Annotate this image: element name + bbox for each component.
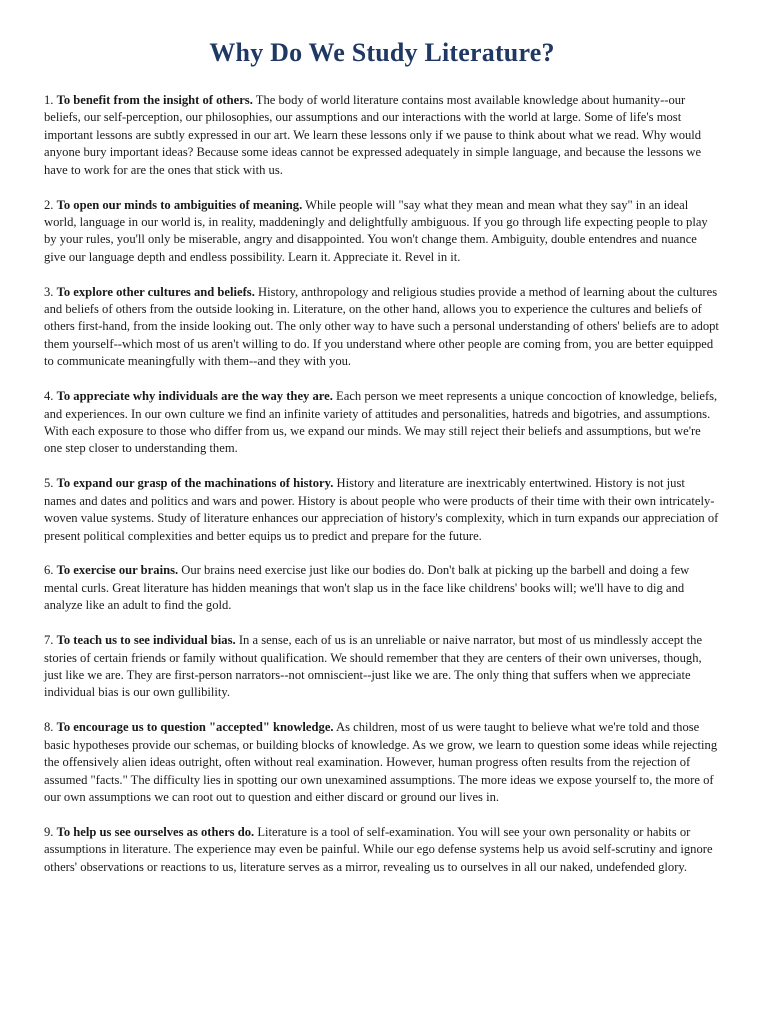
list-item xyxy=(44,388,720,458)
item-body: History and literature are inextricably entertwined. History is not just names and dates and politics and wars and power. History is about people who were products of their time with their own intricately-woven value systems. Study of literature enhances our appreciation of history's complexity, which in turn expands our appreciation of present political complexities and better equips us to predict and prepare for the future. xyxy=(44,476,719,543)
item-number: 1. xyxy=(44,93,54,107)
item-number: 4. xyxy=(44,389,54,404)
item-heading: To appreciate why individuals are the way they are. xyxy=(56,389,333,404)
list-item xyxy=(44,197,720,267)
item-body: While people will "say what they mean and mean what they say" in an ideal world, language in our world is, in reality, maddeningly and delightfully ambiguous. If you go through life expecting people to play by your rules, you'll only be miserable, angry and disappointed. You won't change them. Ambiguity, double entendres and nuance give our language depth and endless possibility. Learn it. Appreciate it. Revel in it. xyxy=(44,197,708,264)
list-item xyxy=(44,719,720,806)
document-page xyxy=(44,36,720,894)
item-heading: To encourage us to question "accepted" knowledge. xyxy=(56,720,334,735)
list-item xyxy=(44,284,720,371)
item-number: 6. xyxy=(44,563,54,578)
list-item xyxy=(44,632,720,702)
item-number: 2. xyxy=(44,197,54,212)
item-body: In a sense, each of us is an unreliable or naive narrator, but most of us mindlessly accept the stories of certain friends or family without qualification. We should remember that they are centers of their own universes, though, just like we are. They are first-person narrators--not omniscient--just like we are. The only thing that suffers when we appreciate individual bias is our own gullibility. xyxy=(44,633,703,700)
item-body: Our brains need exercise just like our bodies do. Don't balk at picking up the barbell and doing a few mental curls. Great literature has hidden meanings that won't slap us in the face like childrens' books will; we'll have to dig and analyze like an adult to find the gold. xyxy=(44,563,690,613)
list-item xyxy=(44,92,720,179)
item-number: 7. xyxy=(44,633,54,648)
item-heading: To expand our grasp of the machinations of history. xyxy=(56,476,334,491)
item-heading: To benefit from the insight of others. xyxy=(56,93,253,107)
item-body: Literature is a tool of self-examination. You will see your own personality or habits or assumptions in literature. The experience may even be painful. While our ego defense systems help us avoid self-scrutiny and ignore others' observations or reactions to us, literature serves as a mirror, revealing us to ourselves in all our naked, undefended glory. xyxy=(44,824,713,874)
list-item xyxy=(44,562,720,614)
item-body: History, anthropology and religious studies provide a method of learning about the cultures and beliefs of others from the outside looking in. Literature, on the other hand, allows you to experience the cultures and beliefs of others first-hand, from the inside looking out. The only other way to have such a personal understanding of others' beliefs are to adopt them yourself--which most of us aren't willing to do. If you understand where other people are coming from, you are better equipped to communicate meaningfully with them--and they with you. xyxy=(44,284,719,369)
item-body: Each person we meet represents a unique concoction of knowledge, beliefs, and experiences. In our own culture we find an infinite variety of attitudes and personalities, hatreds and bigotries, and assumptions. With each exposure to those who differ from us, we expand our minds. We may still reject their beliefs and assumptions, but we're one step closer to understanding them. xyxy=(44,389,718,456)
item-number: 3. xyxy=(44,284,54,299)
list-item xyxy=(44,475,720,545)
item-body: As children, most of us were taught to believe what we're told and those basic hypotheses provide our schemas, or building blocks of knowledge. As we grow, we learn to question some ideas while rejecting the offensively alien ideas outright, often without real examination. However, human progress often results from the rejection of assumed "facts." The difficulty lies in spotting our own unexamined assumptions. The more ideas we expose yourself to, the more of our own assumptions we can root out to question and either discard or ground our lives in. xyxy=(44,720,718,804)
item-body: The body of world literature contains most available knowledge about humanity--our beliefs, our self-perception, our philosophies, our assumptions and our interactions with the world at large. Some of life's most important lessons are subtly expressed in our art. We learn these lessons only if we pause to think about what we read. Why would anyone bury important ideas? Because some ideas cannot be expressed adequately in simple language, and because the lessons we have to work for are the ones that stick with us. xyxy=(44,93,702,177)
list-item xyxy=(44,824,720,876)
item-number: 9. xyxy=(44,824,54,839)
item-heading: To explore other cultures and beliefs. xyxy=(56,284,255,299)
item-heading: To help us see ourselves as others do. xyxy=(56,824,255,839)
document-title: Why Do We Study Literature? xyxy=(209,38,555,67)
item-heading: To open our minds to ambiguities of meaning. xyxy=(56,197,303,212)
item-heading: To exercise our brains. xyxy=(56,563,179,578)
item-number: 8. xyxy=(44,720,54,735)
item-number: 5. xyxy=(44,476,54,491)
item-heading: To teach us to see individual bias. xyxy=(56,633,236,648)
